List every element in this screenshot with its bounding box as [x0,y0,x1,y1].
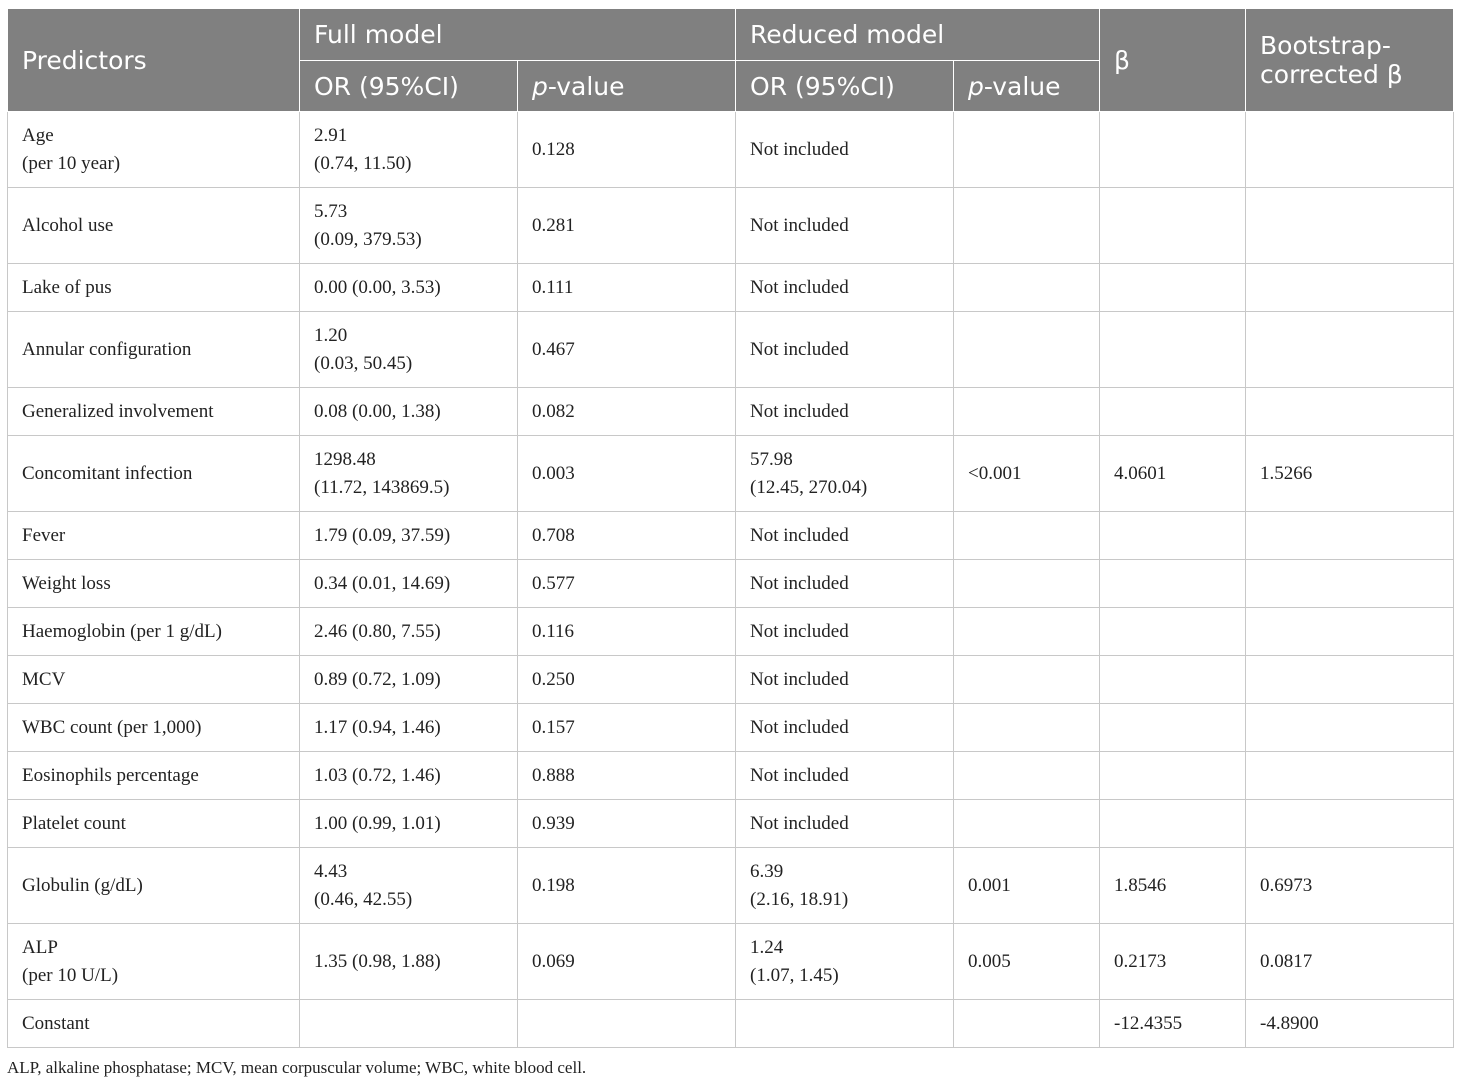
cell-line: 1298.48 [314,448,376,470]
beta-cell: 1.8546 [1100,848,1246,924]
reduced-or-cell [736,560,954,608]
cell-line: 1.03 (0.72, 1.46) [314,764,441,786]
table-row [8,800,1454,848]
beta-cell [1100,264,1246,312]
reduced-p-cell [954,188,1100,264]
cell-line: Not included [750,812,849,834]
beta-cell [1100,656,1246,704]
cell-line: 6.39 [750,860,784,882]
bootstrap-beta-cell [1246,608,1454,656]
full-p-cell: 0.157 [518,704,736,752]
predictor-cell [8,560,300,608]
bootstrap-beta-header: Bootstrap-corrected β [1246,9,1454,112]
predictor-cell [8,264,300,312]
cell-line: (12.45, 270.04) [750,476,868,498]
reduced-or-cell [736,512,954,560]
reduced-p-cell [954,264,1100,312]
cell-line: (per 10 year) [22,152,121,174]
cell-line: 2.91 [314,124,348,146]
bootstrap-beta-cell [1246,312,1454,388]
table-row [8,436,1454,512]
cell-line: (1.07, 1.45) [750,964,839,986]
table-row [8,388,1454,436]
cell-line: WBC count (per 1,000) [22,716,202,738]
full-or-cell [300,312,518,388]
predictor-cell [8,188,300,264]
cell-line: 1.35 (0.98, 1.88) [314,950,441,972]
full-or-cell [300,112,518,188]
table-row [8,264,1454,312]
reduced-p-cell [954,704,1100,752]
cell-line: 0.89 (0.72, 1.09) [314,668,441,690]
reduced-or-ci-header: OR (95%CI) [736,61,954,112]
bootstrap-beta-cell [1246,264,1454,312]
cell-line: 2.46 (0.80, 7.55) [314,620,441,642]
predictor-cell [8,312,300,388]
p-value-suffix: -value [983,71,1061,101]
reduced-model-header: Reduced model [736,9,1100,61]
reduced-or-cell [736,436,954,512]
bootstrap-beta-cell: 1.5266 [1246,436,1454,512]
full-p-cell: 0.128 [518,112,736,188]
cell-line: Not included [750,668,849,690]
table-row [8,112,1454,188]
beta-cell [1100,512,1246,560]
full-p-cell: 0.198 [518,848,736,924]
reduced-or-cell [736,848,954,924]
table-row [8,312,1454,388]
reduced-or-cell [736,800,954,848]
p-italic: p [532,71,548,101]
cell-line: ALP [22,936,58,958]
p-italic: p [968,71,984,101]
cell-line: Concomitant infection [22,462,193,484]
cell-line: 0.34 (0.01, 14.69) [314,572,451,594]
beta-cell [1100,752,1246,800]
cell-line: 1.79 (0.09, 37.59) [314,524,451,546]
predictor-cell [8,800,300,848]
table-row [8,848,1454,924]
reduced-p-cell: 0.001 [954,848,1100,924]
full-p-cell: 0.577 [518,560,736,608]
p-value-suffix: -value [547,71,625,101]
cell-line: Annular configuration [22,338,192,360]
full-or-cell [300,188,518,264]
table-row [8,656,1454,704]
reduced-p-cell [954,656,1100,704]
table-row [8,608,1454,656]
beta-cell [1100,560,1246,608]
table-body [8,112,1454,1048]
table-row [8,752,1454,800]
reduced-p-cell [954,112,1100,188]
bootstrap-beta-cell [1246,188,1454,264]
reduced-or-cell [736,704,954,752]
reduced-p-value-header [954,61,1100,112]
full-model-header: Full model [300,9,736,61]
cell-line: Not included [750,276,849,298]
cell-line: (0.03, 50.45) [314,352,413,374]
beta-cell [1100,188,1246,264]
reduced-p-cell [954,512,1100,560]
table-row [8,512,1454,560]
full-or-cell [300,704,518,752]
predictor-cell [8,436,300,512]
predictor-cell [8,704,300,752]
cell-line: 57.98 [750,448,793,470]
cell-line: 5.73 [314,200,348,222]
beta-cell [1100,312,1246,388]
bootstrap-beta-cell [1246,112,1454,188]
cell-line: Generalized involvement [22,400,214,422]
table-footnote: ALP, alkaline phosphatase; MCV, mean corpuscular volume; WBC, white blood cell. [7,1058,587,1077]
reduced-or-cell [736,388,954,436]
table-row [8,1000,1454,1048]
full-or-cell [300,848,518,924]
bootstrap-beta-cell: 0.6973 [1246,848,1454,924]
predictor-cell [8,924,300,1000]
full-p-cell: 0.116 [518,608,736,656]
bootstrap-beta-cell [1246,560,1454,608]
full-p-cell: 0.888 [518,752,736,800]
full-or-cell [300,608,518,656]
reduced-p-cell [954,1000,1100,1048]
reduced-or-cell [736,656,954,704]
beta-header: β [1100,9,1246,112]
full-or-ci-header: OR (95%CI) [300,61,518,112]
reduced-or-cell [736,188,954,264]
cell-line: (0.09, 379.53) [314,228,422,250]
cell-line: Platelet count [22,812,126,834]
bootstrap-beta-cell [1246,704,1454,752]
cell-line: (per 10 U/L) [22,964,119,986]
cell-line: 4.43 [314,860,348,882]
cell-line: Haemoglobin (per 1 g/dL) [22,620,222,642]
reduced-p-cell [954,312,1100,388]
reduced-p-cell: <0.001 [954,436,1100,512]
regression-table [7,8,1454,1048]
cell-line: Not included [750,572,849,594]
cell-line: 1.20 [314,324,348,346]
cell-line: MCV [22,668,66,690]
cell-line: (2.16, 18.91) [750,888,849,910]
cell-line: Not included [750,524,849,546]
beta-cell [1100,800,1246,848]
beta-cell [1100,608,1246,656]
predictor-cell [8,608,300,656]
predictor-cell [8,512,300,560]
bootstrap-beta-cell [1246,752,1454,800]
bootstrap-beta-cell: 0.0817 [1246,924,1454,1000]
full-p-cell: 0.069 [518,924,736,1000]
reduced-or-cell [736,752,954,800]
cell-line: Not included [750,764,849,786]
predictors-header: Predictors [8,9,300,112]
cell-line: Not included [750,716,849,738]
reduced-or-cell [736,112,954,188]
full-p-cell: 0.003 [518,436,736,512]
bootstrap-beta-cell [1246,656,1454,704]
cell-line: Lake of pus [22,276,112,298]
cell-line: (0.46, 42.55) [314,888,413,910]
beta-cell: 0.2173 [1100,924,1246,1000]
predictor-cell [8,848,300,924]
cell-line: 1.24 [750,936,784,958]
cell-line: Alcohol use [22,214,114,236]
reduced-or-cell [736,264,954,312]
full-or-cell [300,1000,518,1048]
predictor-cell [8,112,300,188]
reduced-p-cell: 0.005 [954,924,1100,1000]
beta-cell [1100,112,1246,188]
reduced-p-cell [954,800,1100,848]
table-header [8,9,1454,112]
full-p-value-header [518,61,736,112]
reduced-or-cell [736,924,954,1000]
table-row [8,188,1454,264]
cell-line: Not included [750,400,849,422]
cell-line: Eosinophils percentage [22,764,199,786]
reduced-or-cell [736,608,954,656]
cell-line: 0.08 (0.00, 1.38) [314,400,441,422]
full-or-cell [300,560,518,608]
cell-line: 1.00 (0.99, 1.01) [314,812,441,834]
table-row [8,924,1454,1000]
full-or-cell [300,752,518,800]
reduced-p-cell [954,388,1100,436]
cell-line: (0.74, 11.50) [314,152,412,174]
reduced-p-cell [954,560,1100,608]
cell-line: Globulin (g/dL) [22,874,143,896]
bootstrap-beta-cell [1246,388,1454,436]
cell-line: Weight loss [22,572,111,594]
cell-line: 0.00 (0.00, 3.53) [314,276,441,298]
bootstrap-beta-cell [1246,512,1454,560]
predictor-cell [8,388,300,436]
cell-line: Not included [750,214,849,236]
full-or-cell [300,656,518,704]
beta-cell: -12.4355 [1100,1000,1246,1048]
cell-line: Not included [750,338,849,360]
table-row [8,560,1454,608]
predictor-cell [8,656,300,704]
full-or-cell [300,512,518,560]
bootstrap-beta-cell [1246,800,1454,848]
cell-line: 1.17 (0.94, 1.46) [314,716,441,738]
full-p-cell: 0.939 [518,800,736,848]
cell-line: (11.72, 143869.5) [314,476,450,498]
reduced-p-cell [954,608,1100,656]
full-p-cell: 0.250 [518,656,736,704]
full-p-cell: 0.082 [518,388,736,436]
beta-cell [1100,388,1246,436]
cell-line: Not included [750,138,849,160]
cell-line: Fever [22,524,66,546]
predictor-cell [8,1000,300,1048]
reduced-or-cell [736,1000,954,1048]
full-p-cell: 0.467 [518,312,736,388]
table-row [8,704,1454,752]
full-or-cell [300,800,518,848]
reduced-p-cell [954,752,1100,800]
reduced-or-cell [736,312,954,388]
full-or-cell [300,264,518,312]
cell-line: Age [22,124,54,146]
full-or-cell [300,924,518,1000]
full-p-cell [518,1000,736,1048]
cell-line: Not included [750,620,849,642]
full-p-cell: 0.708 [518,512,736,560]
beta-cell [1100,704,1246,752]
full-or-cell [300,388,518,436]
beta-cell: 4.0601 [1100,436,1246,512]
full-p-cell: 0.281 [518,188,736,264]
full-or-cell [300,436,518,512]
cell-line: Constant [22,1012,90,1034]
predictor-cell [8,752,300,800]
full-p-cell: 0.111 [518,264,736,312]
bootstrap-beta-cell: -4.8900 [1246,1000,1454,1048]
